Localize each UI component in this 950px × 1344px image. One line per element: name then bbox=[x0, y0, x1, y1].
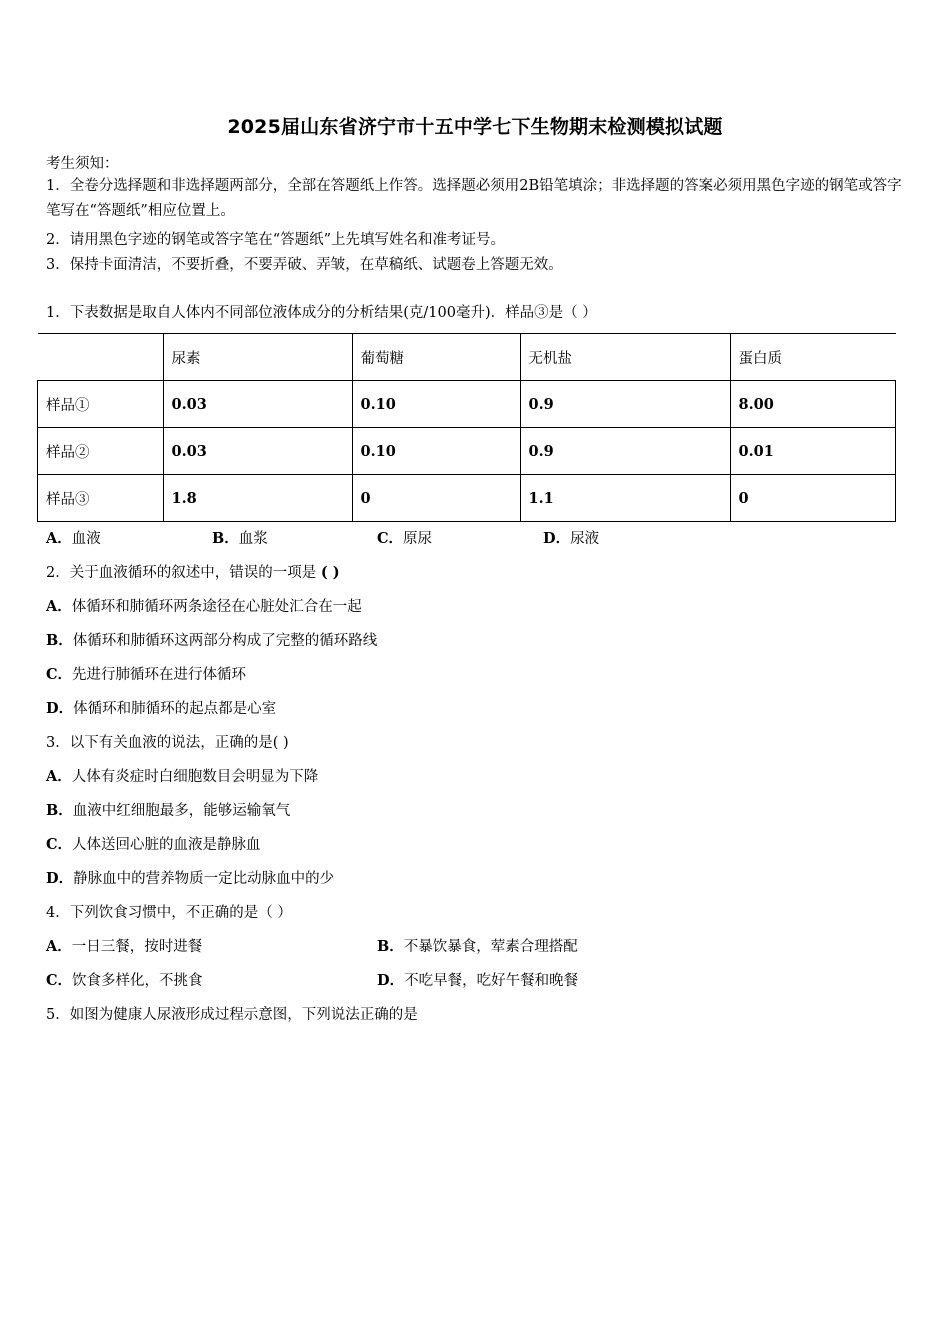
q2-option-b bbox=[46, 629, 377, 650]
table-header-row bbox=[38, 334, 896, 381]
option-letter: C． bbox=[377, 530, 404, 547]
option-letter: D． bbox=[377, 972, 405, 989]
q2-stem bbox=[46, 561, 340, 582]
table-cell: 0 bbox=[352, 475, 520, 522]
q1-table bbox=[37, 333, 896, 522]
option-letter: B． bbox=[46, 802, 73, 819]
table-cell: 0.01 bbox=[730, 428, 896, 475]
option-letter: A． bbox=[46, 938, 72, 955]
q2-option-c bbox=[46, 663, 246, 684]
option-text: 血浆 bbox=[238, 531, 268, 547]
table-cell: 1.8 bbox=[163, 475, 352, 522]
option-text: 血液 bbox=[71, 531, 101, 547]
notice-heading: 考生须知： bbox=[46, 156, 119, 172]
option-text: 不吃早餐，吃好午餐和晚餐 bbox=[404, 973, 579, 989]
option-letter: B． bbox=[46, 632, 73, 649]
option-letter: A． bbox=[46, 530, 72, 547]
notice-item-3: 3．保持卡面清洁，不要折叠，不要弄破、弄皱，在草稿纸、试题卷上答题无效。 bbox=[46, 257, 563, 273]
table-row bbox=[38, 475, 896, 522]
page-title: 2025届山东省济宁市十五中学七下生物期末检测模拟试题 bbox=[227, 116, 723, 138]
q3-option-d bbox=[46, 867, 334, 888]
option-text: 一日三餐，按时进餐 bbox=[71, 939, 203, 955]
table-cell: 8.00 bbox=[730, 381, 896, 428]
q2-stem-text: 2．关于血液循环的叙述中，错误的一项是 bbox=[46, 565, 317, 581]
q4-option-d bbox=[377, 969, 578, 990]
table-header-cell: 尿素 bbox=[163, 334, 352, 381]
option-text: 不暴饮暴食，荤素合理搭配 bbox=[403, 939, 578, 955]
option-letter: D． bbox=[543, 530, 571, 547]
q1-option-b bbox=[212, 527, 268, 548]
option-letter: D． bbox=[46, 870, 74, 887]
q3-option-a bbox=[46, 765, 318, 786]
option-text: 饮食多样化，不挑食 bbox=[72, 973, 203, 989]
table-header-cell bbox=[38, 334, 164, 381]
table-cell: 样品② bbox=[38, 428, 164, 475]
option-text: 人体有炎症时白细胞数目会明显为下降 bbox=[71, 769, 319, 785]
q3-option-b bbox=[46, 799, 290, 820]
option-text: 先进行肺循环在进行体循环 bbox=[72, 667, 247, 683]
table-cell: 1.1 bbox=[520, 475, 730, 522]
table-header-cell: 无机盐 bbox=[520, 334, 730, 381]
q4-stem: 4．下列饮食习惯中，不正确的是（ ） bbox=[46, 905, 292, 921]
q1-option-d bbox=[543, 527, 599, 548]
table-cell: 0.03 bbox=[163, 428, 352, 475]
option-text: 尿液 bbox=[570, 531, 600, 547]
table-row bbox=[38, 381, 896, 428]
q2-option-d bbox=[46, 697, 276, 718]
option-letter: C． bbox=[46, 972, 73, 989]
table-cell: 0 bbox=[730, 475, 896, 522]
q2-option-a bbox=[46, 595, 362, 616]
option-text: 原尿 bbox=[403, 531, 433, 547]
q2-stem-mark: ( ) bbox=[320, 564, 340, 581]
option-text: 体循环和肺循环这两部分构成了完整的循环路线 bbox=[72, 633, 378, 649]
q4-option-a bbox=[46, 935, 202, 956]
option-letter: A． bbox=[46, 768, 72, 785]
option-letter: A． bbox=[46, 598, 72, 615]
option-text: 体循环和肺循环两条途径在心脏处汇合在一起 bbox=[71, 599, 362, 615]
notice-item-2: 2．请用黑色字迹的钢笔或答字笔在“答题纸”上先填写姓名和准考证号。 bbox=[46, 232, 506, 248]
q3-stem: 3．以下有关血液的说法，正确的是( ) bbox=[46, 735, 289, 751]
table-row bbox=[38, 428, 896, 475]
table-cell: 0.10 bbox=[352, 428, 520, 475]
q5-stem: 5．如图为健康人尿液形成过程示意图，下列说法正确的是 bbox=[46, 1007, 418, 1023]
option-letter: B． bbox=[377, 938, 404, 955]
table-cell: 0.10 bbox=[352, 381, 520, 428]
option-text: 体循环和肺循环的起点都是心室 bbox=[73, 701, 277, 717]
table-header-cell: 葡萄糖 bbox=[352, 334, 520, 381]
q1-stem: 1．下表数据是取自人体内不同部位液体成分的分析结果(克/100毫升)．样品③是（ ） bbox=[46, 305, 597, 321]
q3-option-c bbox=[46, 833, 261, 854]
q1-option-c bbox=[377, 527, 432, 548]
q1-option-a bbox=[46, 527, 101, 548]
table-cell: 0.9 bbox=[520, 381, 730, 428]
option-letter: C． bbox=[46, 666, 73, 683]
table-cell: 样品① bbox=[38, 381, 164, 428]
option-text: 人体送回心脏的血液是静脉血 bbox=[72, 837, 261, 853]
option-text: 静脉血中的营养物质一定比动脉血中的少 bbox=[73, 871, 335, 887]
option-letter: D． bbox=[46, 700, 74, 717]
table-cell: 样品③ bbox=[38, 475, 164, 522]
q4-option-c bbox=[46, 969, 203, 990]
table-header-cell: 蛋白质 bbox=[730, 334, 896, 381]
option-text: 血液中红细胞最多，能够运输氧气 bbox=[72, 803, 291, 819]
table-cell: 0.9 bbox=[520, 428, 730, 475]
option-letter: B． bbox=[212, 530, 239, 547]
table-cell: 0.03 bbox=[163, 381, 352, 428]
option-letter: C． bbox=[46, 836, 73, 853]
notice-item-1: 1．全卷分选择题和非选择题两部分，全部在答题纸上作答。选择题必须用2B铅笔填涂；非选择题的答案必须用黑色字迹的钢笔或答字笔写在“答题纸”相应位置上。 bbox=[46, 178, 902, 219]
q4-option-b bbox=[377, 935, 578, 956]
